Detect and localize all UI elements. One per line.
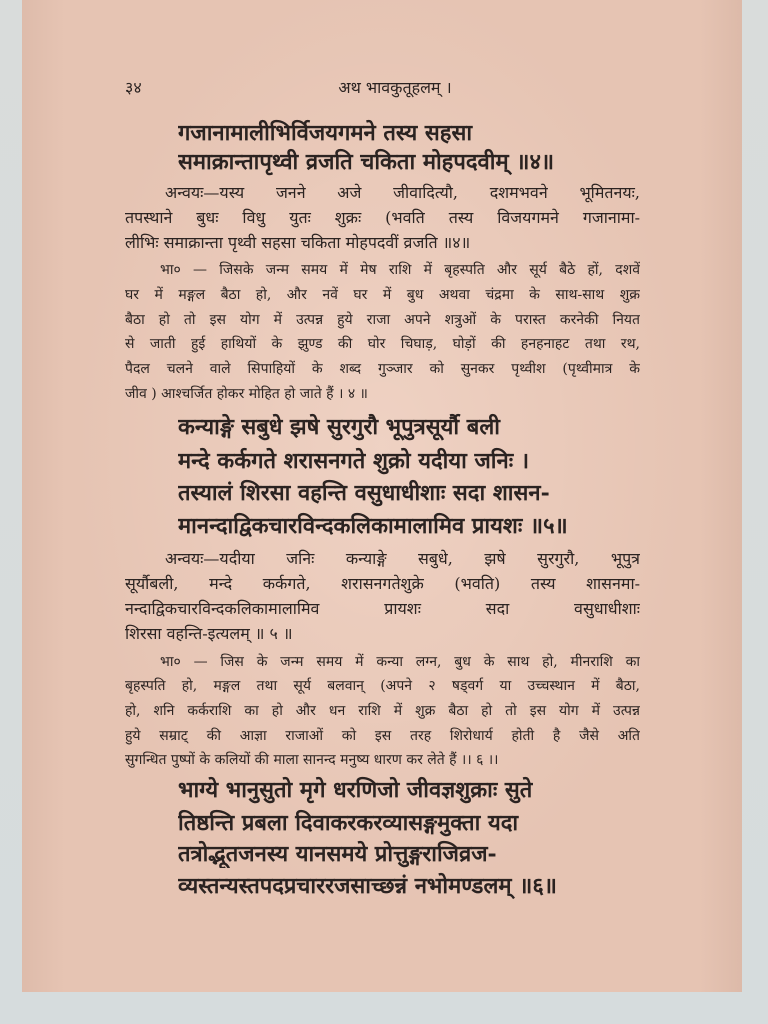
- bhavartha-line: जीव ) आश्चर्जित होकर मोहित हो जाते हैं । ४ ॥: [125, 386, 368, 402]
- running-title: अथ भावकुतूहलम् ।: [338, 78, 452, 97]
- anvaya-line: अन्वयः—यस्य जनने अजे जीवादित्यौ, दशमभवने भूमितनयः,: [165, 183, 640, 202]
- verse-line: तत्रोद्भूतजनस्य यानसमये प्रोत्तुङ्गराजिव्रज-: [178, 841, 497, 867]
- anvaya-line: लीभिः समाक्रान्ता पृथ्वी सहसा चकिता मोहपदवीं व्रजति ॥४॥: [125, 233, 471, 252]
- bhavartha-line: पैदल चलने वाले सिपाहियों के शब्द गुञ्जार को सुनकर पृथ्वीश (पृथ्वीमात्र के: [125, 361, 640, 377]
- anvaya-line: सूर्यौबली, मन्दे कर्कगते, शरासनगतेशुक्रे (भवति) तस्य शासनमा-: [125, 574, 640, 593]
- bhavartha-line: घर में मङ्गल बैठा हो, और नवें घर में बुध अथवा चंद्रमा के साथ-साथ शुक्र: [125, 287, 640, 303]
- anvaya-line: अन्वयः—यदीया जनिः कन्याङ्गे सबुधे, झषे सुरगुरौ, भूपुत्र: [165, 549, 640, 568]
- anvaya-line: नन्दाद्विकचारविन्दकलिकामालामिव प्रायशः सदा वसुधाधीशाः: [125, 599, 640, 618]
- bhavartha-line: बैठा हो तो इस योग में उत्पन्न हुये राजा अपने शत्रुओं के परास्त करनेकी नियत: [125, 312, 640, 328]
- anvaya-line: शिरसा वहन्ति-इत्यलम् ॥ ५ ॥: [125, 624, 293, 643]
- bhavartha-line: भा० — जिसके जन्म समय में मेष राशि में बृहस्पति और सूर्य बैठे हों, दशवें: [160, 262, 640, 278]
- verse-line: तिष्ठन्ति प्रबला दिवाकरकरव्यासङ्गमुक्ता यदा: [178, 810, 519, 836]
- anvaya-line: तपस्थाने बुधः विधु युतः शुक्रः (भवति तस्य विजयगमने गजानामा-: [125, 208, 640, 227]
- bhavartha-line: भा० — जिस के जन्म समय में कन्या लग्न, बुध के साथ हो, मीनराशि का: [160, 654, 640, 670]
- verse-line: कन्याङ्गे सबुधे झषे सुरगुरौ भूपुत्रसूर्यौ बली: [178, 414, 500, 440]
- book-page: [22, 0, 742, 992]
- verse-line: व्यस्तन्यस्तपदप्रचाररजसाच्छन्नं नभोमण्डलम् ॥६॥: [178, 873, 557, 899]
- verse-line: समाक्रान्तापृथ्वी व्रजति चकिता मोहपदवीम् ॥४॥: [178, 149, 555, 175]
- verse-line: गजानामालीभिर्विजयगमने तस्य सहसा: [178, 120, 473, 146]
- verse-line: तस्यालं शिरसा वहन्ति वसुधाधीशाः सदा शासन-: [178, 480, 550, 506]
- bhavartha-line: हुये सम्राट् की आज्ञा राजाओं को इस तरह शिरोधार्य होती है जैसे अति: [125, 728, 640, 744]
- page-number: ३४: [125, 78, 142, 97]
- verse-line: मानन्दाद्विकचारविन्दकलिकामालामिव प्रायशः ॥५॥: [178, 513, 568, 539]
- bhavartha-line: बृहस्पति हो, मङ्गल तथा सूर्य बलवान् (अपने २ षड्वर्ग या उच्चस्थान में बैठा,: [125, 678, 640, 694]
- verse-line: भाग्ये भानुसुतो मृगे धरणिजो जीवज्ञशुक्राः सुते: [178, 777, 533, 803]
- bhavartha-line: से जाती हुई हाथियों के झुण्ड की घोर चिघाड़, घोड़ों की हनहनाहट तथा रथ,: [125, 336, 640, 352]
- bhavartha-line: हो, शनि कर्कराशि का हो और धन राशि में शुक्र बैठा हो तो इस योग में उत्पन्न: [125, 703, 640, 719]
- bhavartha-line: सुगन्धित पुष्पों के कलियों की माला सानन्द मनुष्य धारण कर लेते हैं ।। ६ ।।: [125, 752, 499, 768]
- verse-line: मन्दे कर्कगते शरासनगते शुक्रो यदीया जनिः ।: [178, 448, 530, 474]
